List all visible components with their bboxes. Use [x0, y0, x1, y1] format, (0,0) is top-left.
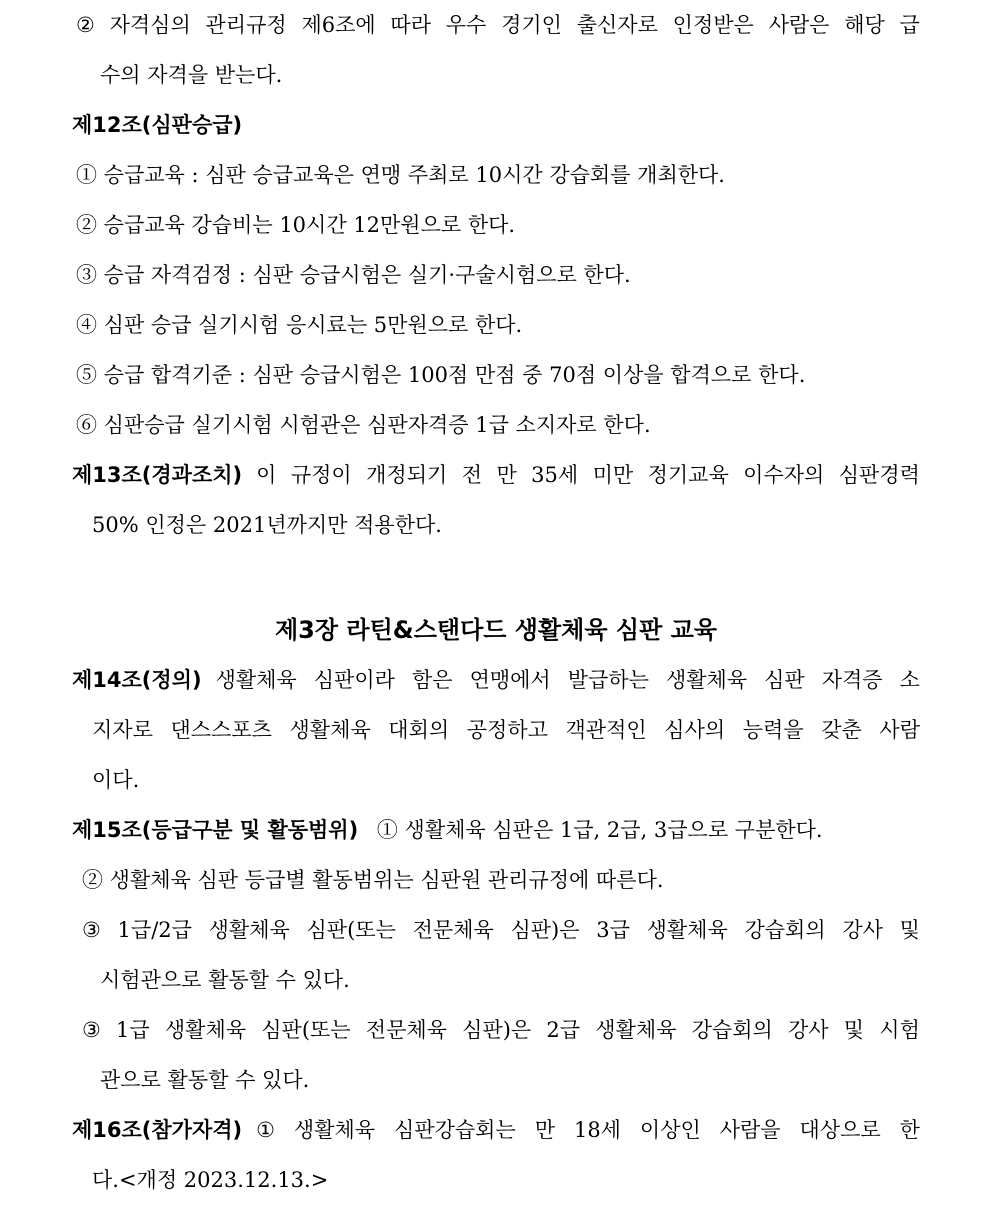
word: ①: [256, 1118, 275, 1142]
article-15-line: [72, 815, 823, 845]
word: 자격증: [821, 668, 883, 692]
word: 심판(또는: [306, 918, 396, 942]
word: 생활체육: [164, 1018, 247, 1042]
article-15-heading: 제15조(등급구분 및 활동범위): [72, 818, 359, 842]
word: 대상으로: [799, 1118, 881, 1142]
list-item-continuation: 관으로 활동할 수 있다.: [100, 1068, 310, 1092]
word: 경기인: [501, 13, 562, 37]
paragraph-line: [216, 665, 920, 695]
word: 능력을: [742, 718, 804, 742]
word: 함은: [411, 668, 453, 692]
word: 생활체육: [208, 918, 290, 942]
word: 따라: [390, 13, 431, 37]
word: 대회의: [388, 718, 450, 742]
list-item: [82, 1015, 920, 1045]
word: 시험: [879, 1018, 920, 1042]
paragraph-line: [256, 460, 920, 490]
paragraph-line: [76, 10, 920, 40]
word: 및: [843, 1018, 865, 1042]
word: 미만: [592, 463, 634, 487]
word: 이: [256, 463, 277, 487]
article-13-line: [72, 460, 920, 490]
word: ②: [76, 13, 95, 37]
word: 심판경력: [838, 463, 920, 487]
word: 급: [899, 13, 920, 37]
word: 생활체육: [665, 668, 748, 692]
word: 생활체육: [293, 1118, 376, 1142]
word: 사람을: [719, 1118, 781, 1142]
word: 제6조에: [301, 13, 376, 37]
word: 심판강습회는: [394, 1118, 516, 1142]
word: 18세: [573, 1118, 621, 1142]
word: 생활체육: [595, 1018, 677, 1042]
word: 자격심의: [109, 13, 191, 37]
word: 심판(또는: [261, 1018, 351, 1042]
word: 심판)은: [510, 918, 580, 942]
word: 강습회의: [744, 918, 826, 942]
word: ③: [82, 918, 101, 942]
word: 인정받은: [672, 13, 754, 37]
word: 지자로: [92, 718, 153, 742]
word: 3급: [596, 918, 630, 942]
article-12-heading: 제12조(심판승급): [72, 113, 243, 137]
list-item-continuation: 시험관으로 활동할 수 있다.: [100, 968, 350, 992]
paragraph-line: 이다.: [92, 768, 140, 792]
word: 이수자의: [743, 463, 825, 487]
word: 생활체육: [215, 668, 297, 692]
article-16-line: [72, 1115, 920, 1145]
word: 전: [461, 463, 483, 487]
list-item: [82, 915, 920, 945]
word: 이상인: [639, 1118, 701, 1142]
word: 발급하는: [567, 668, 649, 692]
article-13-heading: 제13조(경과조치): [72, 463, 243, 487]
chapter-title: 제3장 라틴&스탠다드 생활체육 심판 교육: [275, 616, 717, 644]
article-14-heading: 제14조(정의): [72, 668, 202, 692]
word: 전문체육: [365, 1018, 447, 1042]
word: 정기교육: [647, 463, 729, 487]
list-item: ② 승급교육 강습비는 10시간 12만원으로 한다.: [76, 213, 516, 237]
word: 갖춘: [821, 718, 862, 742]
word: 사람: [879, 718, 920, 742]
word: 공정하고: [466, 718, 548, 742]
word: 개정되기: [366, 463, 448, 487]
word: 심판: [764, 668, 805, 692]
word: 생활체육: [289, 718, 371, 742]
word: 강사: [788, 1018, 829, 1042]
paragraph-line: 50% 인정은 2021년까지만 적용한다.: [92, 513, 442, 537]
word: 댄스스포츠: [170, 718, 272, 742]
word: ③: [82, 1018, 101, 1042]
word: 심판)은: [462, 1018, 532, 1042]
word: 35세: [531, 463, 579, 487]
word: 만: [534, 1118, 555, 1142]
word: 연맹에서: [469, 668, 551, 692]
list-item: ⑥ 심판승급 실기시험 시험관은 심판자격증 1급 소지자로 한다.: [76, 413, 651, 437]
word: 2급: [546, 1018, 581, 1042]
word: 해당: [844, 13, 885, 37]
list-item: ⑤ 승급 합격기준 : 심판 승급시험은 100점 만점 중 70점 이상을 합격으로 한다.: [76, 363, 806, 387]
word: 관리규정: [205, 13, 287, 37]
word: 및: [899, 918, 920, 942]
paragraph-line: 수의 자격을 받는다.: [100, 63, 283, 87]
word: 1급: [116, 1018, 150, 1042]
article-16-heading: 제16조(참가자격): [72, 1118, 243, 1142]
word: 심사의: [664, 718, 726, 742]
list-item: ① 승급교육 : 심판 승급교육은 연맹 주최로 10시간 강습회를 개최한다.: [76, 163, 725, 187]
word: 규정이: [290, 463, 352, 487]
list-item: ③ 승급 자격검정 : 심판 승급시험은 실기·구술시험으로 한다.: [76, 263, 631, 287]
word: 출신자로: [576, 13, 658, 37]
word: 1급/2급: [117, 918, 192, 942]
list-item: ④ 심판 승급 실기시험 응시료는 5만원으로 한다.: [76, 313, 523, 337]
word: 강습회의: [691, 1018, 773, 1042]
list-item: ② 생활체육 심판 등급별 활동범위는 심판원 관리규정에 따른다.: [82, 868, 664, 892]
article-14-line: [72, 665, 920, 695]
word: 사람은: [768, 13, 830, 37]
paragraph-line: [92, 715, 920, 745]
word: 소: [899, 668, 920, 692]
paragraph-line: [256, 1115, 920, 1145]
word: 객관적인: [565, 718, 647, 742]
word: 심판이라: [313, 668, 395, 692]
list-item: ① 생활체육 심판은 1급, 2급, 3급으로 구분한다.: [376, 818, 823, 842]
paragraph-line: 다.<개정 2023.12.13.>: [92, 1168, 329, 1192]
word: 강사: [842, 918, 883, 942]
word: 생활체육: [646, 918, 728, 942]
word: 한: [899, 1118, 920, 1142]
word: 전문체육: [412, 918, 494, 942]
word: 우수: [445, 13, 487, 37]
word: 만: [496, 463, 517, 487]
